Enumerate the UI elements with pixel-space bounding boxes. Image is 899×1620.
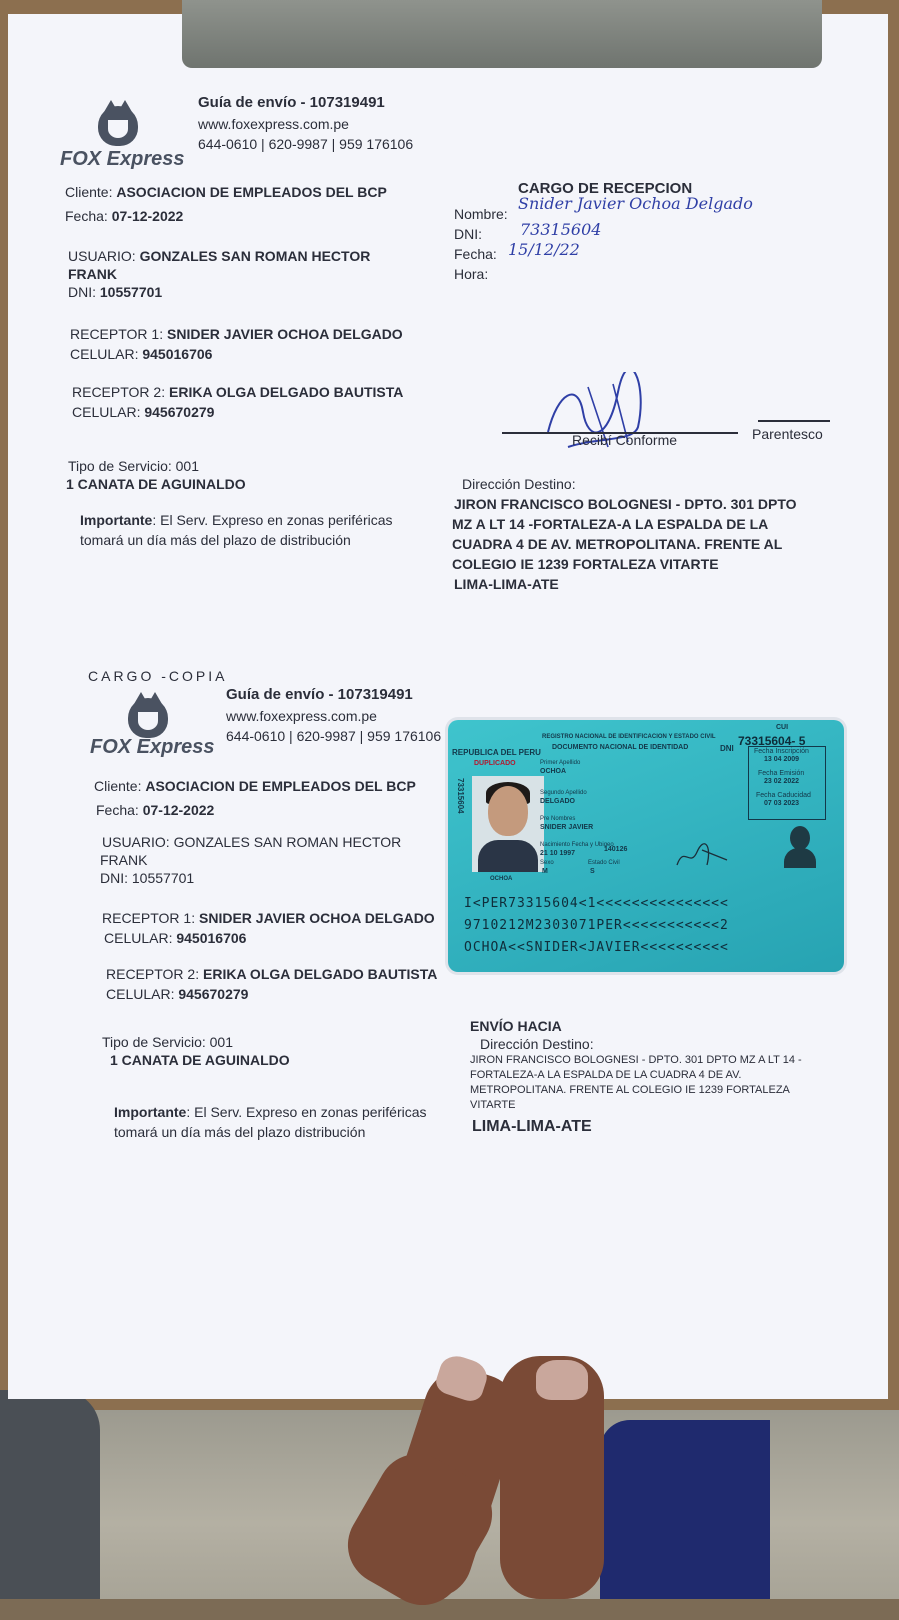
receptor1-row-copy [102,910,435,926]
card-inscripcion: 13 04 2009 [764,756,800,763]
receptor2-value-copy: ERIKA OLGA DELGADO BAUTISTA [203,966,438,982]
card-mrz-line1: I<PER73315604<1<<<<<<<<<<<<<<< [464,896,729,911]
dni-card [448,720,844,972]
celular2-row-copy [106,986,248,1002]
celular1-row [70,346,212,362]
cliente-label-copy: Cliente: [94,778,142,794]
dni-handwritten: 73315604 [520,220,602,239]
direccion-line5: LIMA-LIMA-ATE [454,576,559,592]
fecha-label: Fecha: [65,208,108,224]
document-sheet [8,14,888,1399]
sleeve [600,1420,770,1599]
dni-r-label: DNI: [454,226,482,242]
card-sexo-label: Sexo [540,860,554,866]
card-photo [472,776,544,872]
direccion-line1: JIRON FRANCISCO BOLOGNESI - DPTO. 301 DPTO [454,496,797,512]
fingernail [536,1360,588,1400]
card-photo-caption: OCHOA [490,876,513,882]
guide-number: Guía de envío - 107319491 [198,94,385,111]
card-estado-civil-label: Estado Civil [588,860,620,866]
usuario-copy: USUARIO: GONZALES SAN ROMAN HECTOR [102,834,402,850]
nombre-label: Nombre: [454,206,508,222]
cliente-label: Cliente: [65,184,113,200]
direccion-line4: COLEGIO IE 1239 FORTALEZA VITARTE [452,556,719,572]
usuario-row [68,248,370,264]
dni-label: DNI: [68,284,96,300]
card-mrz-line3: OCHOA<<SNIDER<JAVIER<<<<<<<<<< [464,940,729,955]
importante-label: Importante [80,512,153,528]
direccion-copy-line1: JIRON FRANCISCO BOLOGNESI - DPTO. 301 DPTO MZ A LT 14 - [470,1054,802,1066]
parentesco: Parentesco [752,426,823,442]
card-emision: 23 02 2022 [764,778,800,785]
cliente-value-copy: ASOCIACION DE EMPLEADOS DEL BCP [145,778,416,794]
tipo-servicio: Tipo de Servicio: 001 [68,458,199,474]
importante-text-copy: : El Serv. Expreso en zonas periféricas [186,1104,427,1120]
importante-note [80,512,393,528]
receptor2-label: RECEPTOR 2: [72,384,166,400]
copy-label: CARGO -COPIA [88,668,228,684]
celular1-value-copy: 945016706 [176,930,247,946]
direccion-copy-line4: VITARTE [470,1099,516,1111]
clipboard-clip [182,0,822,68]
card-segundo-apellido: DELGADO [540,798,575,805]
cliente-value: ASOCIACION DE EMPLEADOS DEL BCP [116,184,387,200]
importante-note-copy-line2: tomará un día más del plazo distribución [114,1124,366,1140]
card-cui-label: CUI [776,724,789,731]
receptor1-label-copy: RECEPTOR 1: [102,910,196,926]
card-signature [672,840,732,874]
brand-name-copy: FOX Express [90,736,215,758]
card-ubigeo: 140126 [604,846,628,853]
fecha-r-label: Fecha: [454,246,497,262]
card-dni-label: DNI [720,744,734,753]
direccion-copy-line3: METROPOLITANA. FRENTE AL COLEGIO IE 1239 FORTALEZA [470,1084,790,1096]
importante-text: : El Serv. Expreso en zonas periféricas [152,512,393,528]
celular1-value: 945016706 [142,346,213,362]
card-duplicado: DUPLICADO [474,760,516,767]
card-mrz-line2: 9710212M2303071PER<<<<<<<<<<<2 [464,918,729,933]
receptor1-label: RECEPTOR 1: [70,326,164,342]
direccion-label-copy: Dirección Destino: [480,1036,594,1052]
card-primer-apellido-label: Primer Apellido [540,760,581,766]
card-nacimiento: 21 10 1997 [540,850,576,857]
card-side-number: 73315604 [456,778,465,814]
receptor2-row [72,384,403,400]
celular1-label: CELULAR: [70,346,139,362]
card-mini-photo [782,824,818,868]
receptor2-label-copy: RECEPTOR 2: [106,966,200,982]
receptor1-value: SNIDER JAVIER OCHOA DELGADO [167,326,403,342]
parentesco-line [758,420,830,422]
tipo-servicio-copy: Tipo de Servicio: 001 [102,1034,233,1050]
direccion-line3: CUADRA 4 DE AV. METROPOLITANA. FRENTE AL [452,536,783,552]
receptor2-row-copy [106,966,437,982]
phones: 644-0610 | 620-9987 | 959 176106 [198,136,414,152]
card-country: REPUBLICA DEL PERU [452,748,541,757]
website-copy: www.foxexpress.com.pe [226,708,377,724]
card-primer-apellido: OCHOA [540,768,567,775]
card-doc-title: DOCUMENTO NACIONAL DE IDENTIDAD [552,744,689,751]
card-sexo: M [542,868,548,875]
usuario-value: GONZALES SAN ROMAN HECTOR [139,248,371,264]
fecha-handwritten: 15/12/22 [508,240,580,259]
card-emision-label: Fecha Emisión [758,770,805,777]
brand-name: FOX Express [60,148,185,170]
dni-row [68,284,162,300]
celular2-value-copy: 945670279 [178,986,249,1002]
fox-icon-copy [128,698,168,738]
cliente-row-copy [94,778,416,794]
servicio-item: 1 CANATA DE AGUINALDO [66,476,246,492]
receptor1-row [70,326,403,342]
importante-label-copy: Importante [114,1104,187,1120]
card-segundo-apellido-label: Segundo Apellido [540,790,587,796]
card-registry: REGISTRO NACIONAL DE IDENTIFICACION Y ESTADO CIVIL [542,734,716,740]
card-estado-civil: S [590,868,595,875]
celular1-row-copy [104,930,246,946]
servicio-item-copy: 1 CANATA DE AGUINALDO [110,1052,290,1068]
nombre-handwritten: Snider Javier Ochoa Delgado [518,194,753,213]
card-caducidad: 07 03 2023 [764,800,800,807]
fecha-value-copy: 07-12-2022 [142,802,215,818]
shoe [0,1390,100,1599]
card-nombres-label: Pre Nombres [540,816,576,822]
card-cui: 73315604- 5 [738,734,806,748]
cliente-row [65,184,387,200]
dni-copy: DNI: 10557701 [100,870,195,886]
celular2-label-copy: CELULAR: [106,986,175,1002]
card-caducidad-label: Fecha Caducidad [756,792,811,799]
fecha-row-copy [96,802,214,818]
dni-value: 10557701 [99,284,163,300]
usuario-copy-line2: FRANK [100,852,148,868]
receptor2-value: ERIKA OLGA DELGADO BAUTISTA [169,384,404,400]
direccion-line2: MZ A LT 14 -FORTALEZA-A LA ESPALDA DE LA [452,516,769,532]
direccion-copy-line5: LIMA-LIMA-ATE [472,1118,592,1135]
fecha-row [65,208,183,224]
celular1-label-copy: CELULAR: [104,930,173,946]
hora-label: Hora: [454,266,489,282]
receptor1-value-copy: SNIDER JAVIER OCHOA DELGADO [199,910,435,926]
guide-number-copy: Guía de envío - 107319491 [226,686,413,703]
direccion-label: Dirección Destino: [462,476,576,492]
celular2-row [72,404,214,420]
fecha-value: 07-12-2022 [111,208,184,224]
direccion-copy-line2: FORTALEZA-A LA ESPALDA DE LA CUADRA 4 DE AV. [470,1069,742,1081]
recibi-conforme: Recibí Conforme [572,432,678,448]
fox-icon [98,106,138,146]
usuario-label: USUARIO: [68,248,136,264]
phones-copy: 644-0610 | 620-9987 | 959 176106 [226,728,442,744]
envio-hacia: ENVÍO HACIA [470,1018,562,1034]
cargo-title: CARGO DE RECEPCION [518,180,693,197]
importante-note-line2: tomará un día más del plazo de distribución [80,532,351,548]
website: www.foxexpress.com.pe [198,116,349,132]
celular2-value: 945670279 [144,404,215,420]
card-nombres: SNIDER JAVIER [540,824,594,831]
card-inscripcion-label: Fecha Inscripción [754,748,809,755]
fecha-label-copy: Fecha: [96,802,139,818]
card-nacimiento-label: Nacimiento Fecha y Ubigeo [540,842,614,848]
celular2-label: CELULAR: [72,404,141,420]
usuario-value-line2: FRANK [68,266,117,282]
importante-note-copy [114,1104,427,1120]
